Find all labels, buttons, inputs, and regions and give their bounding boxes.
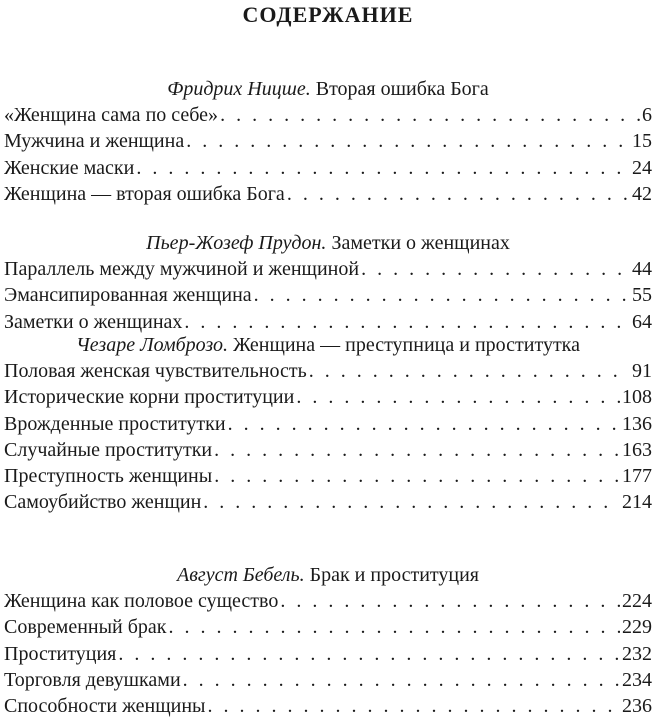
toc-entry[interactable] (0, 641, 656, 667)
entry-page-number: 224 (622, 590, 652, 612)
toc-section-proudhon (0, 230, 656, 335)
entry-title: Преступность женщины (4, 465, 213, 488)
dot-leader (287, 181, 630, 207)
toc-entry[interactable] (0, 128, 656, 154)
section-heading (0, 562, 656, 588)
entry-page-number: 91 (632, 360, 652, 382)
entry-title: Мужчина и женщина (4, 130, 185, 153)
entry-page-number: 6 (642, 104, 652, 126)
toc-entry[interactable] (0, 181, 656, 207)
entry-page-number: 214 (622, 491, 652, 514)
entry-title: Заметки о женщинах (4, 310, 183, 333)
page-title: СОДЕРЖАНИЕ (242, 2, 414, 27)
entry-title: Проституция (4, 642, 117, 665)
dot-leader (136, 155, 630, 181)
entry-page-number: 163 (622, 438, 652, 461)
section-heading (0, 76, 656, 102)
entry-title: Случайные проститутки (4, 438, 213, 461)
entry-page-number: 177 (622, 465, 652, 488)
toc-entry[interactable] (0, 588, 656, 614)
entry-title: Исторические корни проституции (4, 386, 295, 409)
entry-title: Половая женская чувствительность (4, 360, 307, 382)
dot-leader (220, 102, 640, 128)
entry-page-number: 229 (622, 616, 652, 639)
entry-title: Врожденные проститутки (4, 412, 226, 435)
entry-page-number: 232 (622, 642, 652, 665)
dot-leader (118, 641, 620, 667)
section-author: Пьер-Жозеф Прудон. (146, 232, 327, 254)
entry-page-number: 236 (622, 695, 652, 718)
dot-leader (208, 693, 621, 719)
section-work: Вторая ошибка Бога (315, 78, 489, 100)
toc-entry[interactable] (0, 667, 656, 693)
toc-entry[interactable] (0, 437, 656, 463)
dot-leader (280, 588, 620, 614)
section-work: Брак и проституция (309, 564, 479, 586)
toc-entry[interactable] (0, 411, 656, 437)
section-work: Женщина — преступница и проститутка (232, 334, 580, 356)
section-author: Фридрих Ницше. (167, 78, 311, 100)
toc-entry[interactable] (0, 102, 656, 128)
entry-title: Самоубийство женщин (4, 491, 202, 514)
dot-leader (169, 614, 620, 640)
entry-title: Женские маски (4, 156, 135, 179)
section-heading (0, 230, 656, 256)
entry-title: «Женщина сама по себе» (4, 104, 219, 126)
section-author: Август Бебель. (177, 564, 305, 586)
toc-entry[interactable] (0, 256, 656, 282)
section-author: Чезаре Ломброзо. (76, 334, 228, 356)
entry-title: Современный брак (4, 616, 167, 639)
section-work: Заметки о женщинах (331, 232, 510, 254)
toc-entry[interactable] (0, 489, 656, 515)
toc-entry[interactable] (0, 693, 656, 719)
toc-section-lombroso (0, 332, 656, 516)
dot-leader (214, 463, 620, 489)
dot-leader (184, 309, 630, 335)
toc-entry[interactable] (0, 463, 656, 489)
entry-title: Женщина — вторая ошибка Бога (4, 182, 285, 205)
dot-leader (186, 128, 630, 154)
dot-leader (228, 411, 620, 437)
entry-page-number: 42 (632, 182, 652, 205)
entry-page-number: 55 (632, 284, 652, 307)
dot-leader (361, 256, 630, 282)
entry-page-number: 15 (632, 130, 652, 153)
toc-entry[interactable] (0, 309, 656, 335)
toc-entry[interactable] (0, 282, 656, 308)
entry-page-number: 44 (632, 258, 652, 280)
entry-page-number: 136 (622, 412, 652, 435)
entry-page-number: 64 (632, 310, 652, 333)
toc-section-nietzsche (0, 76, 656, 207)
entry-title: Торговля девушками (4, 668, 181, 691)
toc-entry[interactable] (0, 155, 656, 181)
toc-entry[interactable] (0, 358, 656, 384)
dot-leader (309, 358, 630, 384)
toc-entry[interactable] (0, 384, 656, 410)
entry-page-number: 24 (632, 156, 652, 179)
entry-title: Эмансипированная женщина (4, 284, 252, 307)
entry-title: Женщина как половое существо (4, 590, 279, 612)
entry-title: Параллель между мужчиной и женщиной (4, 258, 360, 280)
entry-page-number: 108 (622, 386, 652, 409)
entry-page-number: 234 (622, 668, 652, 691)
dot-leader (296, 384, 620, 410)
section-heading (0, 332, 656, 358)
dot-leader (254, 282, 630, 308)
entry-title: Способности женщины (4, 695, 206, 718)
dot-leader (214, 437, 620, 463)
dot-leader (203, 489, 620, 515)
toc-entry[interactable] (0, 614, 656, 640)
toc-section-bebel (0, 562, 656, 719)
dot-leader (183, 667, 620, 693)
